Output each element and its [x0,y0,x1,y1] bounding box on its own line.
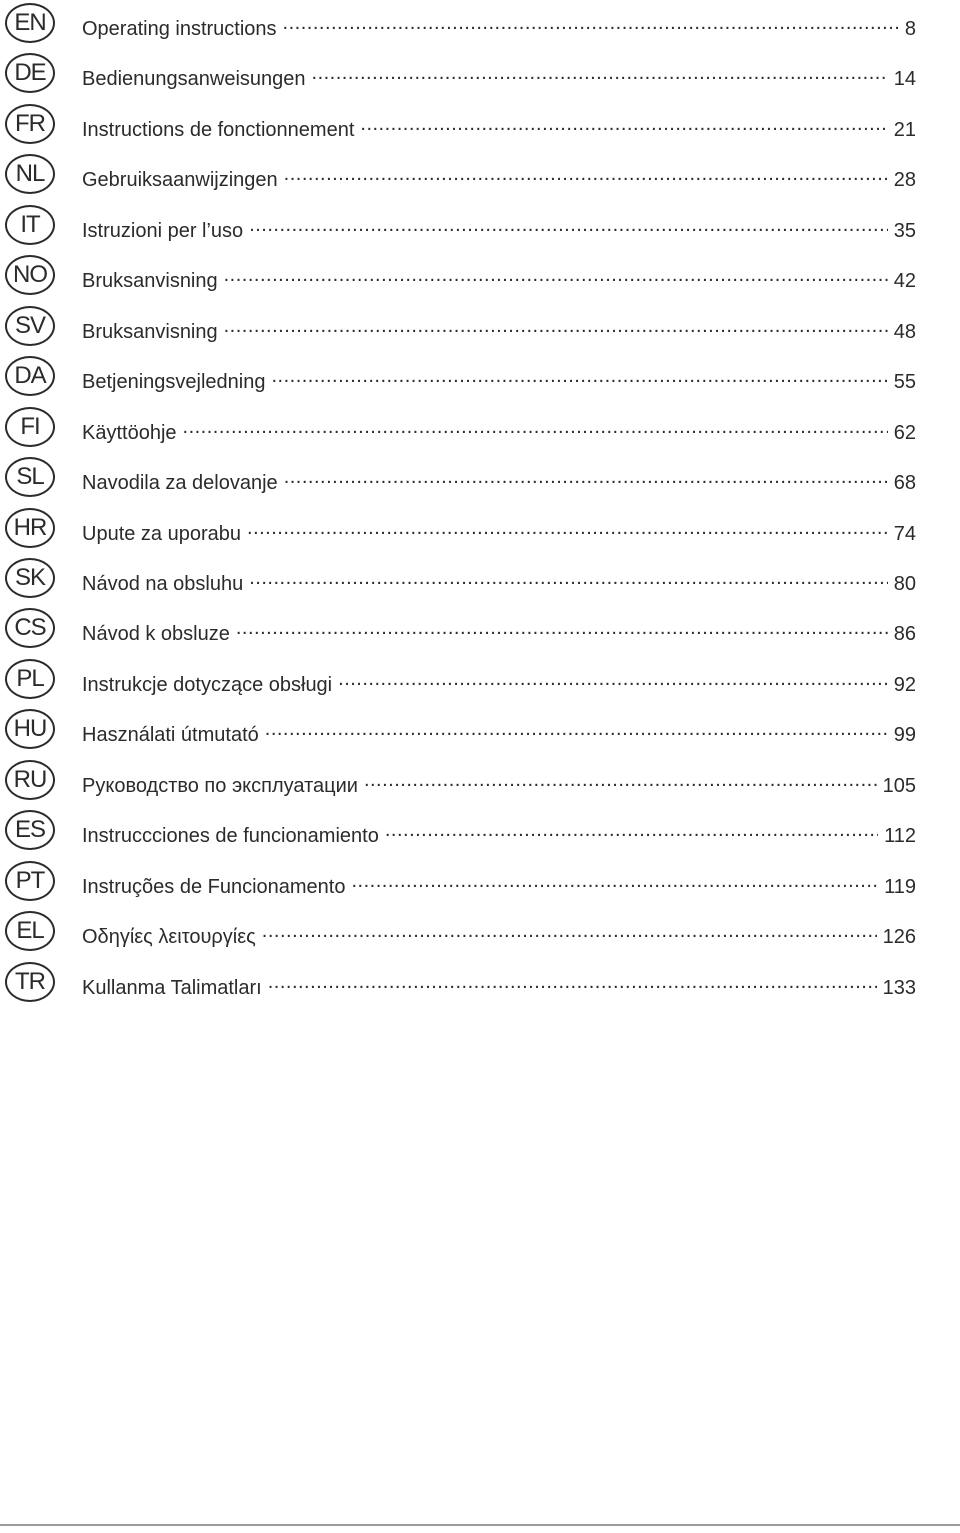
toc-entry-title[interactable]: Bruksanvisning [82,321,218,343]
toc-entry[interactable] [82,11,916,41]
language-badge: CS [5,608,55,648]
language-badge: IT [5,205,55,245]
language-badge: HR [5,508,55,548]
dot-leader [364,768,877,792]
toc-row[interactable] [0,911,960,955]
toc-entry[interactable] [82,364,916,394]
toc-entry-page: 14 [893,68,916,90]
language-badge: DA [5,356,55,396]
dot-leader [271,364,887,388]
toc-entry[interactable] [82,768,916,798]
toc-row[interactable] [0,457,960,501]
dot-leader [236,616,888,640]
dot-leader [249,213,888,237]
toc-entry-title[interactable]: Operating instructions [82,18,277,40]
toc-entry-title[interactable]: Bruksanvisning [82,270,218,292]
toc-entry-title[interactable]: Instruccciones de funcionamiento [82,825,379,847]
toc-entry-title[interactable]: Instructions de fonctionnement [82,119,355,141]
toc-entry-title[interactable]: Istruzioni per l’uso [82,220,244,242]
toc-entry-page: 99 [893,724,916,746]
language-badge: HU [5,709,55,749]
toc-entry-title[interactable]: Gebruiksaanwijzingen [82,169,278,191]
toc-entry-title[interactable]: Használati útmutató [82,724,259,746]
dot-leader [284,162,888,186]
toc-entry-page: 55 [893,371,916,393]
toc-row[interactable] [0,760,960,804]
language-badge: PL [5,659,55,699]
toc-row[interactable] [0,962,960,1006]
dot-leader [224,314,888,338]
language-badge: TR [5,962,55,1002]
toc-entry-title[interactable]: Navodila za delovanje [82,472,278,494]
dot-leader [249,566,888,590]
toc-entry-page: 126 [882,926,916,948]
toc-entry-title[interactable]: Návod k obsluze [82,623,230,645]
toc-entry[interactable] [82,314,916,344]
toc-entry[interactable] [82,818,916,848]
toc-entry-page: 35 [893,220,916,242]
toc-entry[interactable] [82,465,916,495]
toc-entry-page: 21 [893,119,916,141]
toc-entry-title[interactable]: Instruções de Funcionamento [82,876,346,898]
toc-entry[interactable] [82,919,916,949]
toc-row[interactable] [0,104,960,148]
toc-row[interactable] [0,205,960,249]
toc-row[interactable] [0,255,960,299]
toc-entry[interactable] [82,717,916,747]
toc-entry-title[interactable]: Käyttöohje [82,422,177,444]
dot-leader [265,717,888,741]
toc-entry[interactable] [82,869,916,899]
toc-row[interactable] [0,356,960,400]
dot-leader [247,516,888,540]
toc-row[interactable] [0,608,960,652]
toc-row[interactable] [0,508,960,552]
toc-entry[interactable] [82,516,916,546]
language-badge: SV [5,306,55,346]
toc-entry-page: 62 [893,422,916,444]
language-badge: NO [5,255,55,295]
toc-row[interactable] [0,306,960,350]
toc-entry-page: 119 [884,876,916,898]
toc-entry-title[interactable]: Οδηγίες λειτουργίες [82,926,256,948]
toc-row[interactable] [0,709,960,753]
language-badge: DE [5,53,55,93]
toc-row[interactable] [0,659,960,703]
toc-entry-page: 74 [893,523,916,545]
toc-entry-page: 42 [893,270,916,292]
toc-entry-page: 68 [893,472,916,494]
toc-entry-page: 28 [893,169,916,191]
toc-row[interactable] [0,53,960,97]
language-badge: FI [5,407,55,447]
toc-entry[interactable] [82,112,916,142]
dot-leader [262,919,877,943]
toc-entry[interactable] [82,213,916,243]
dot-leader [224,263,888,287]
toc-row[interactable] [0,154,960,198]
dot-leader [312,61,888,85]
language-badge: SL [5,457,55,497]
toc-entry-title[interactable]: Руководство по эксплуатации [82,775,358,797]
dot-leader [183,415,888,439]
toc-row[interactable] [0,3,960,47]
language-badge: SK [5,558,55,598]
language-badge: NL [5,154,55,194]
footer-divider [0,1524,960,1526]
toc-entry-title[interactable]: Návod na obsluhu [82,573,244,595]
toc-row[interactable] [0,810,960,854]
language-badge: ES [5,810,55,850]
toc-entry-page: 112 [884,825,916,847]
toc-entry-page: 48 [893,321,916,343]
toc-entry-page: 105 [882,775,916,797]
toc-entry[interactable] [82,415,916,445]
toc-entry[interactable] [82,667,916,697]
toc-entry-page: 92 [893,674,916,696]
toc-entry[interactable] [82,162,916,192]
toc-entry[interactable] [82,61,916,91]
toc-entry-title[interactable]: Upute za uporabu [82,523,242,545]
dot-leader [338,667,888,691]
toc-entry-page: 86 [893,623,916,645]
dot-leader [268,970,877,994]
toc-entry-title[interactable]: Kullanma Talimatları [82,977,262,999]
toc-entry[interactable] [82,616,916,646]
toc-row[interactable] [0,558,960,602]
toc-entry-page: 133 [882,977,916,999]
toc-entry-page: 80 [893,573,916,595]
language-badge: EL [5,911,55,951]
toc-entry-title[interactable]: Bedienungsanweisungen [82,68,306,90]
language-badge: FR [5,104,55,144]
toc-row[interactable] [0,861,960,905]
toc-row[interactable] [0,407,960,451]
dot-leader [283,11,899,35]
toc-entry[interactable] [82,263,916,293]
toc-entry[interactable] [82,566,916,596]
toc-entry-page: 8 [904,18,916,40]
dot-leader [360,112,887,136]
toc-entry-title[interactable]: Instrukcje dotyczące obsługi [82,674,333,696]
dot-leader [385,818,878,842]
dot-leader [352,869,879,893]
language-badge: PT [5,861,55,901]
language-badge: RU [5,760,55,800]
toc-entry-title[interactable]: Betjeningsvejledning [82,371,266,393]
language-badge: EN [5,3,55,43]
toc-entry[interactable] [82,970,916,1000]
dot-leader [284,465,888,489]
